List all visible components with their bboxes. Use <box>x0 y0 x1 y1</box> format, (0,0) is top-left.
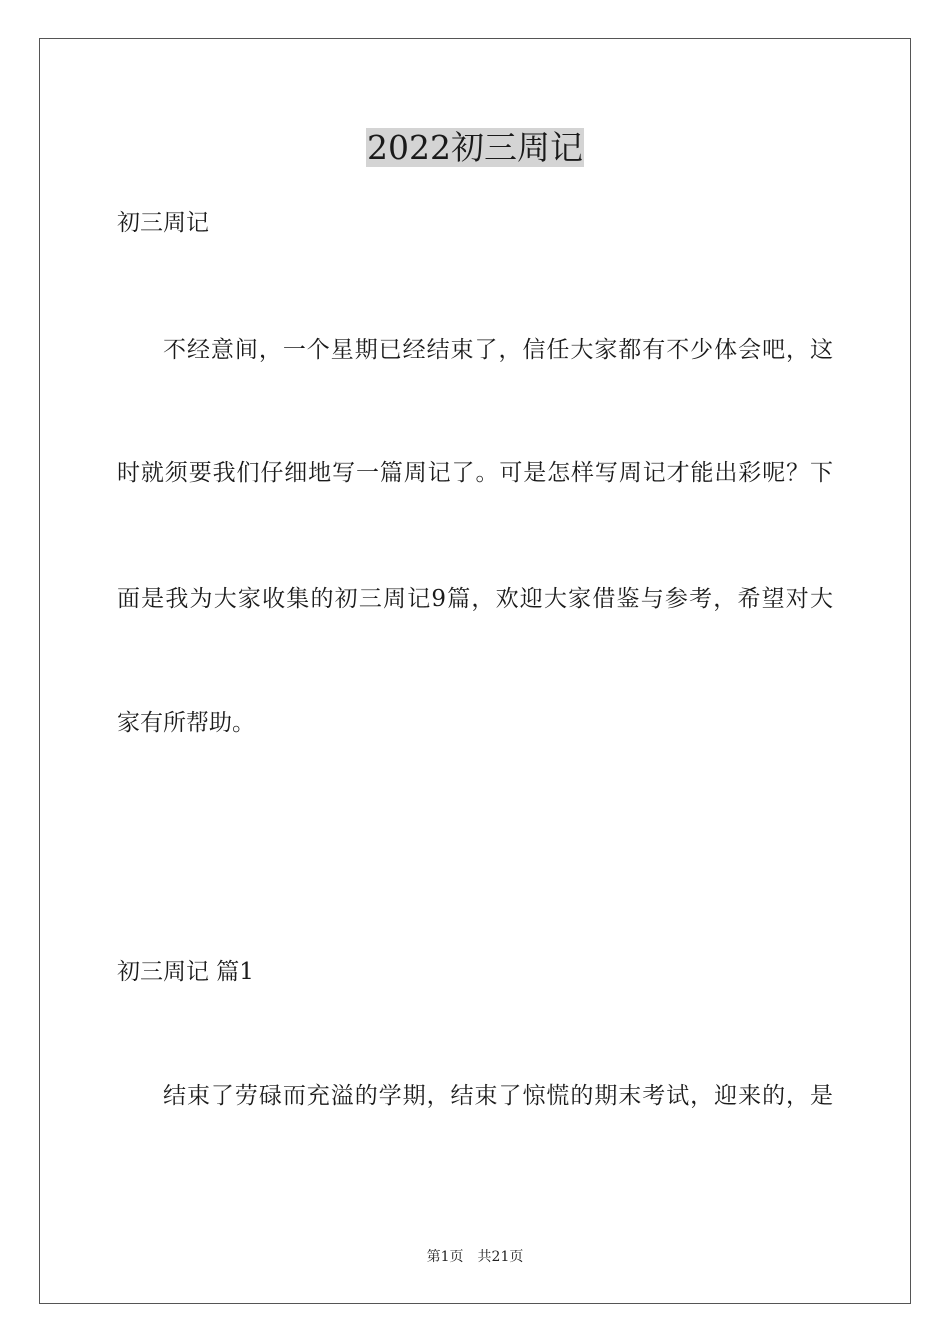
section-heading: 初三周记 篇1 <box>117 959 254 985</box>
document-title <box>0 126 950 170</box>
intro-line-4: 家有所帮助。 <box>117 710 255 736</box>
document-title-text: 2022初三周记 <box>367 128 583 167</box>
page-footer: 第1页 共21页 <box>426 1249 524 1265</box>
intro-line-3: 面是我为大家收集的初三周记9篇，欢迎大家借鉴与参考，希望对大 <box>117 586 833 612</box>
section-line-1: 结束了劳碌而充溢的学期，结束了惊慌的期末考试，迎来的，是 <box>163 1083 833 1109</box>
intro-line-2: 时就须要我们仔细地写一篇周记了。可是怎样写周记才能出彩呢？下 <box>117 460 833 486</box>
heading: 初三周记 <box>117 210 209 236</box>
intro-line-1: 不经意间，一个星期已经结束了，信任大家都有不少体会吧，这 <box>163 337 833 363</box>
